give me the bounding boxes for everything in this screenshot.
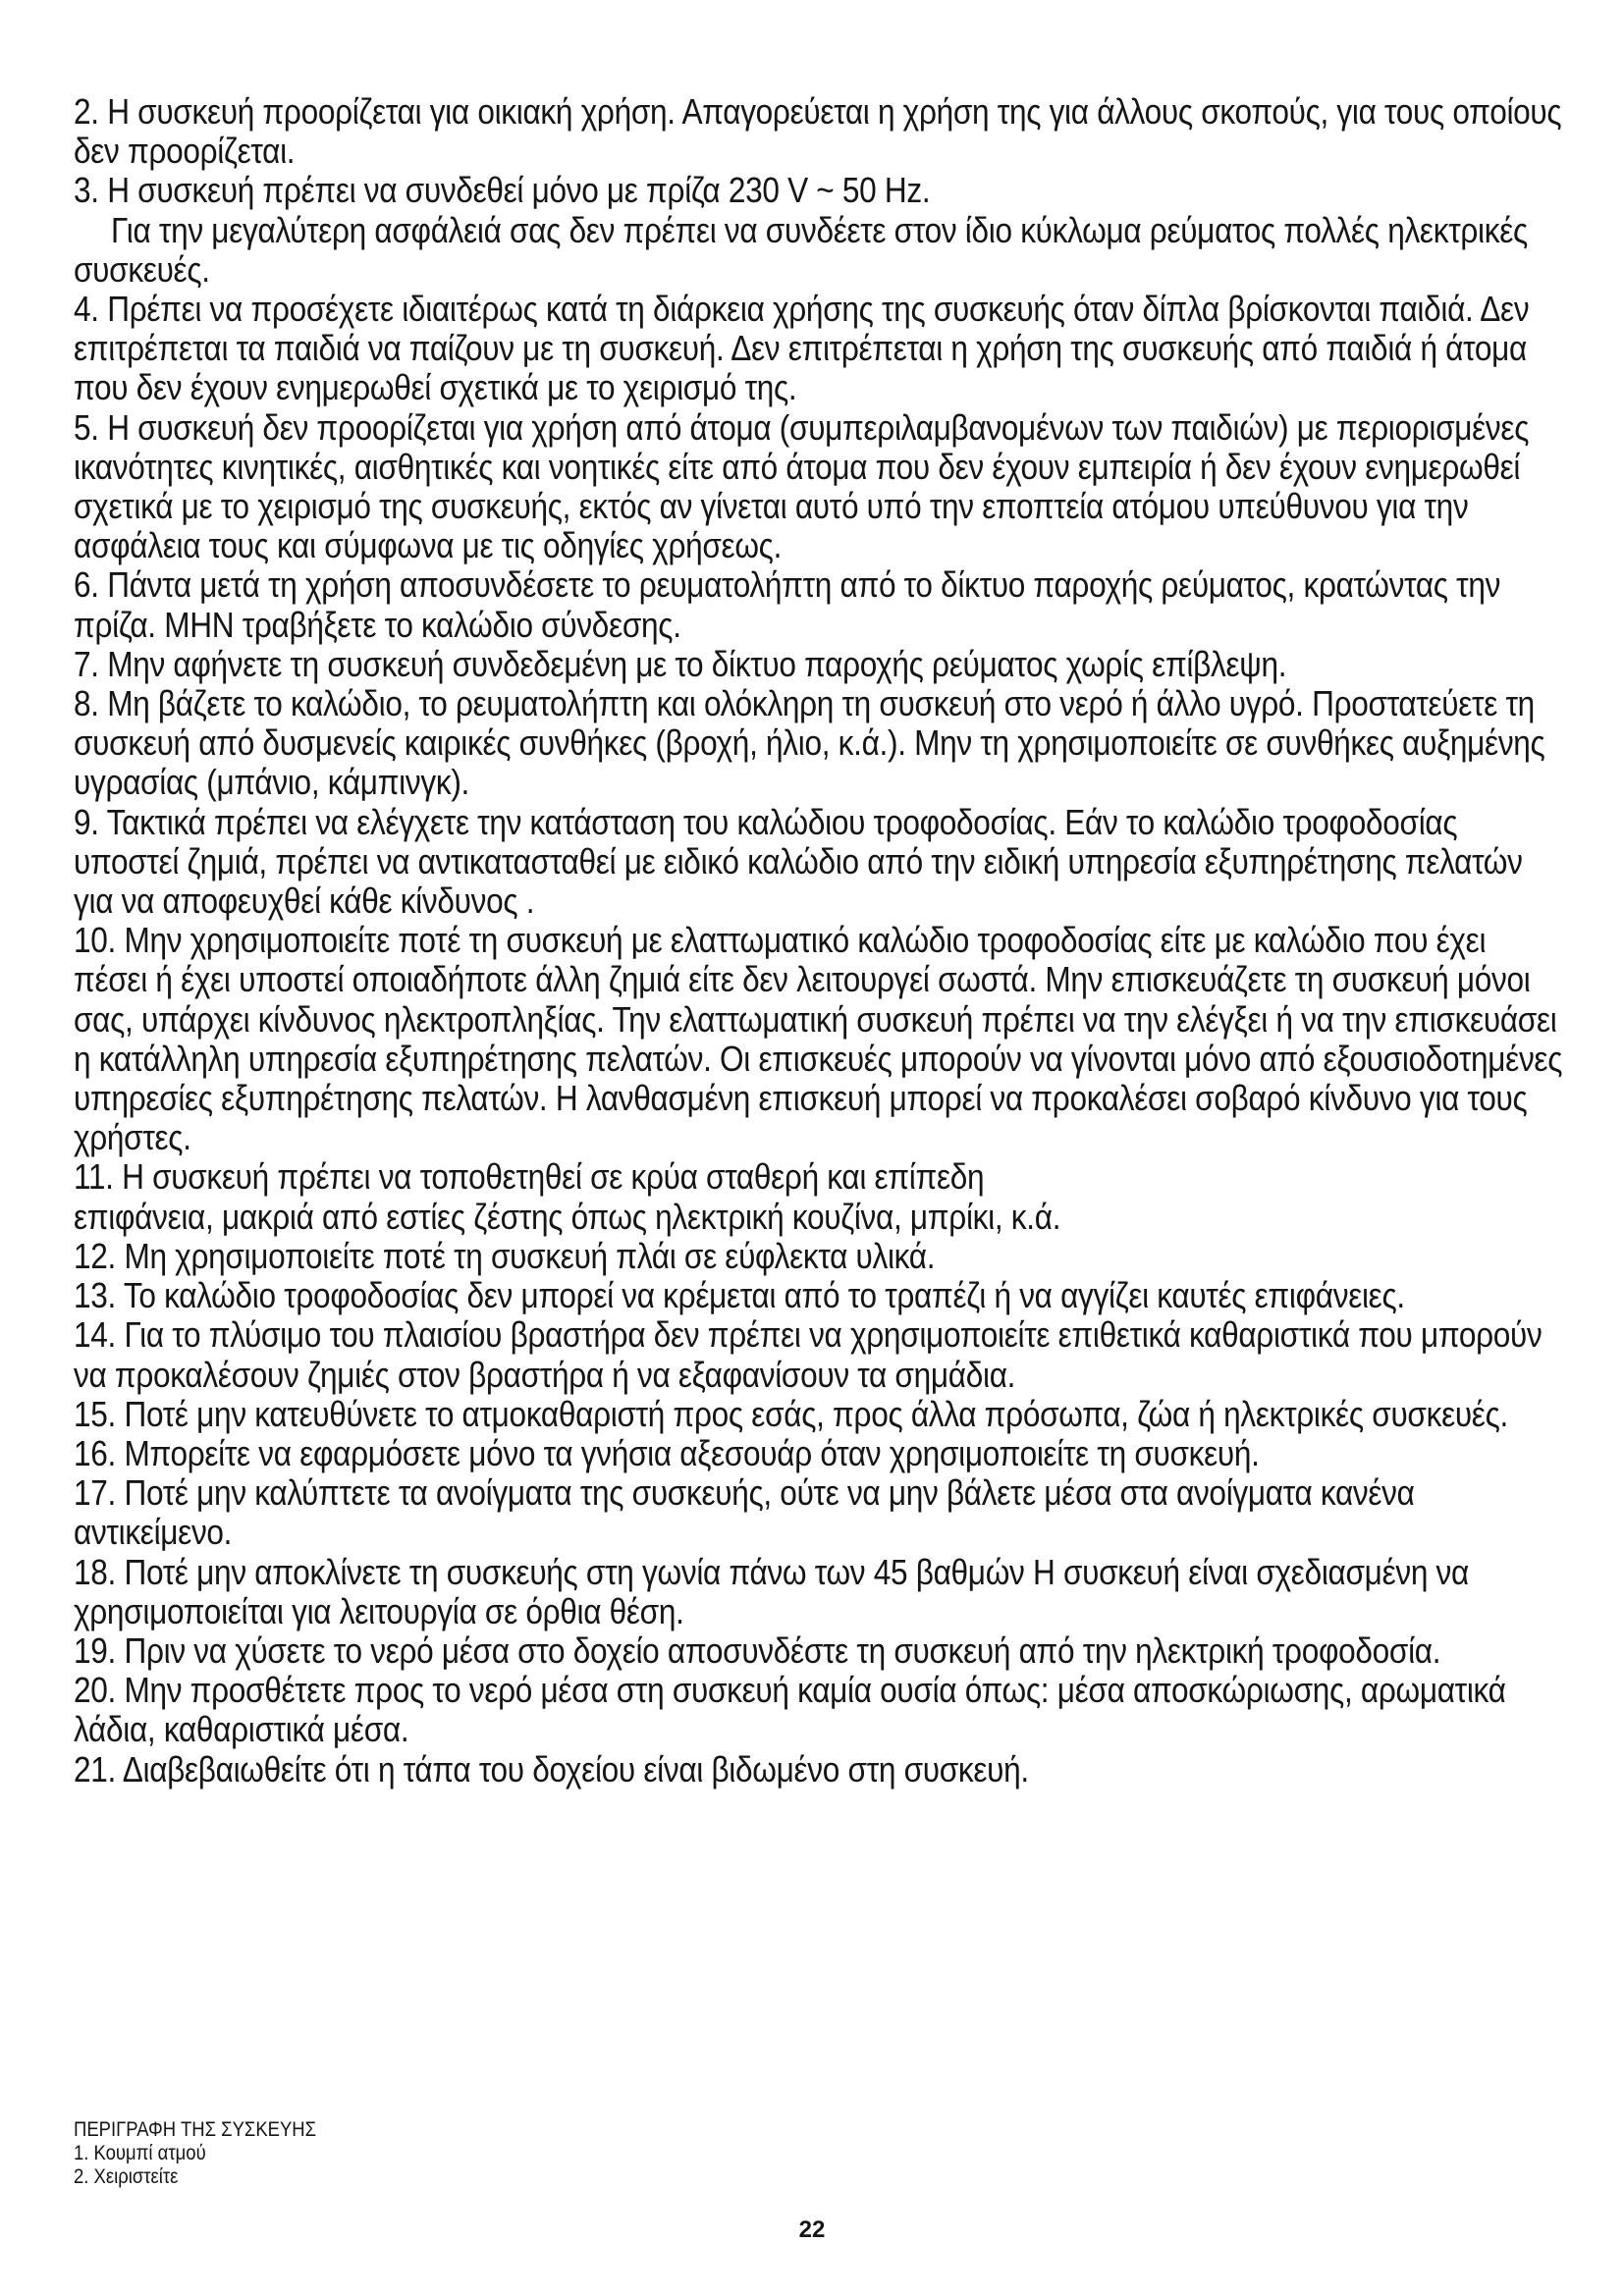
instruction-3-note: Για την μεγαλύτερη ασφάλειά σας δεν πρέπει να συνδέετε στον ίδιο κύκλωμα ρεύματος πολλές ηλεκτρικές συσκευές. bbox=[74, 209, 1528, 290]
instruction-11: 11. Η συσκευή πρέπει να τοποθετηθεί σε κρύα σταθερή και επίπεδη bbox=[74, 1156, 985, 1198]
instruction-18: 18. Ποτέ μην αποκλίνετε τη συσκευής στη γωνία πάνω των 45 βαθμών Η συσκευή είναι σχεδιασμένη να χρησιμοποιείται για λειτουργία σε όρθια θέση. bbox=[74, 1551, 1469, 1631]
description-item: 1. Κουμπί ατμού bbox=[74, 2142, 206, 2164]
instruction-14: 14. Για το πλύσιμο του πλαισίου βραστήρα δεν πρέπει να χρησιμοποιείτε επιθετικά καθαριστικά που μπορούν να προκαλέσουν ζημιές στον βραστήρα ή να εξαφανίσουν τα σημάδια. bbox=[74, 1314, 1543, 1395]
instruction-3: 3. Η συσκευή πρέπει να συνδεθεί μόνο με πρίζα 230 V ~ 50 Hz. bbox=[74, 170, 931, 211]
instruction-19: 19. Πριν να χύσετε το νερό μέσα στο δοχείο αποσυνδέστε τη συσκευή από την ηλεκτρική τροφοδοσία. bbox=[74, 1629, 1441, 1671]
instruction-9: 9. Τακτικά πρέπει να ελέγχετε την κατάσταση του καλώδιου τροφοδοσίας. Εάν το καλώδιο τροφοδοσίας υποστεί ζημιά, πρέπει να αντικατασταθεί με ειδικό καλώδιο από την ειδική υπηρεσία εξυπηρέτησης πελατών για να αποφευχθεί κάθε κίνδυνος . bbox=[74, 801, 1523, 922]
description-heading: ΠΕΡΙΓΡΑΦΗ ΤΗΣ ΣΥΣΚΕΥΗΣ bbox=[74, 2118, 317, 2141]
page-number: 22 bbox=[798, 2216, 826, 2243]
safety-instructions bbox=[74, 92, 1566, 1789]
instruction-6: 6. Πάντα μετά τη χρήση αποσυνδέσετε το ρευματολήπτη από το δίκτυο παροχής ρεύματος, κρατώντας την πρίζα. ΜΗΝ τραβήξετε το καλώδιο σύνδεσης. bbox=[74, 564, 1501, 645]
instruction-5: 5. Η συσκευή δεν προορίζεται για χρήση από άτομα (συμπεριλαμβανομένων των παιδιών) με περιορισμένες ικανότητες κινητικές, αισθητικές και νοητικές είτε από άτομα που δεν έχουν εμπειρία ή δεν έχουν ενημερωθεί σχετικά με το χειρισμό της συσκευής, εκτός αν γίνεται αυτό υπό την εποπτεία ατόμου υπεύθυνου για την ασφάλεια τους και σύμφωνα με τις οδηγίες χρήσεως. bbox=[74, 406, 1530, 566]
instruction-15: 15. Ποτέ μην κατευθύνετε το ατμοκαθαριστή προς εσάς, προς άλλα πρόσωπα, ζώα ή ηλεκτρικές συσκευές. bbox=[74, 1393, 1508, 1434]
instruction-7: 7. Μην αφήνετε τη συσκευή συνδεδεμένη με το δίκτυο παροχής ρεύματος χωρίς επίβλεψη. bbox=[74, 643, 1287, 684]
instruction-4: 4. Πρέπει να προσέχετε ιδιαιτέρως κατά τη διάρκεια χρήσης της συσκευής όταν δίπλα βρίσκονται παιδιά. Δεν επιτρέπεται τα παιδιά να παίζουν με τη συσκευή. Δεν επιτρέπεται η χρήση της συσκευής από παιδιά ή άτομα που δεν έχουν ενημερωθεί σχετικά με το χειρισμό της. bbox=[74, 289, 1530, 408]
instruction-21: 21. Διαβεβαιωθείτε ότι η τάπα του δοχείου είναι βιδωμένο στη συσκευή. bbox=[74, 1748, 1029, 1789]
instruction-10: 10. Μην χρησιμοποιείτε ποτέ τη συσκευή με ελαττωματικό καλώδιο τροφοδοσίας είτε με καλώδιο που έχει πέσει ή έχει υποστεί οποιαδήποτε άλλη ζημιά είτε δεν λειτουργεί σωστά. Μην επισκευάζετε τη συσκευή μόνοι σας, υπάρχει κίνδυνος ηλεκτροπληξίας. Την ελαττωματική συσκευή πρέπει να την ελέγξει ή να την επισκευάσει η κατάλληλη υπηρεσία εξυπηρέτησης πελατών. Οι επισκευές μπορούν να γίνονται μόνο από εξουσιοδοτημένες υπηρεσίες εξυπηρέτησης πελατών. Η λανθασμένη επισκευή μπορεί να προκαλέσει σοβαρό κίνδυνο για τους χρήστες. bbox=[74, 920, 1563, 1158]
instruction-8: 8. Μη βάζετε το καλώδιο, το ρευματολήπτη και ολόκληρη τη συσκευή στο νερό ή άλλο υγρό. Προστατεύετε τη συσκευή από δυσμενείς καιρικές συνθήκες (βροχή, ήλιο, κ.ά.). Μην τη χρησιμοποιείτε σε συνθήκες αυξημένης υγρασίας (μπάνιο, κάμπινγκ). bbox=[74, 683, 1545, 803]
device-description bbox=[74, 2118, 316, 2189]
instruction-12: 12. Μη χρησιμοποιείτε ποτέ τη συσκευή πλάι σε εύφλεκτα υλικά. bbox=[74, 1235, 936, 1276]
instruction-11-continued: επιφάνεια, μακριά από εστίες ζέστης όπως ηλεκτρική κουζίνα, μπρίκι, κ.ά. bbox=[74, 1196, 1061, 1237]
instruction-20: 20. Μην προσθέτετε προς το νερό μέσα στη συσκευή καμία ουσία όπως: μέσα αποσκώριωσης, αρωματικά λάδια, καθαριστικά μέσα. bbox=[74, 1670, 1506, 1750]
description-item: 2. Χειριστείτε bbox=[74, 2165, 179, 2188]
instruction-17: 17. Ποτέ μην καλύπτετε τα ανοίγματα της συσκευής, ούτε να μην βάλετε μέσα στα ανοίγματα κανένα αντικείμενο. bbox=[74, 1472, 1415, 1553]
instruction-16: 16. Μπορείτε να εφαρμόσετε μόνο τα γνήσια αξεσουάρ όταν χρησιμοποιείτε τη συσκευή. bbox=[74, 1432, 1260, 1473]
instruction-2: 2. Η συσκευή προορίζεται για οικιακή χρήση. Απαγορεύεται η χρήση της για άλλους σκοπούς, για τους οποίους δεν προορίζεται. bbox=[74, 91, 1562, 172]
instruction-13: 13. Το καλώδιο τροφοδοσίας δεν μπορεί να κρέμεται από το τραπέζι ή να αγγίζει καυτές επιφάνειες. bbox=[74, 1275, 1405, 1316]
